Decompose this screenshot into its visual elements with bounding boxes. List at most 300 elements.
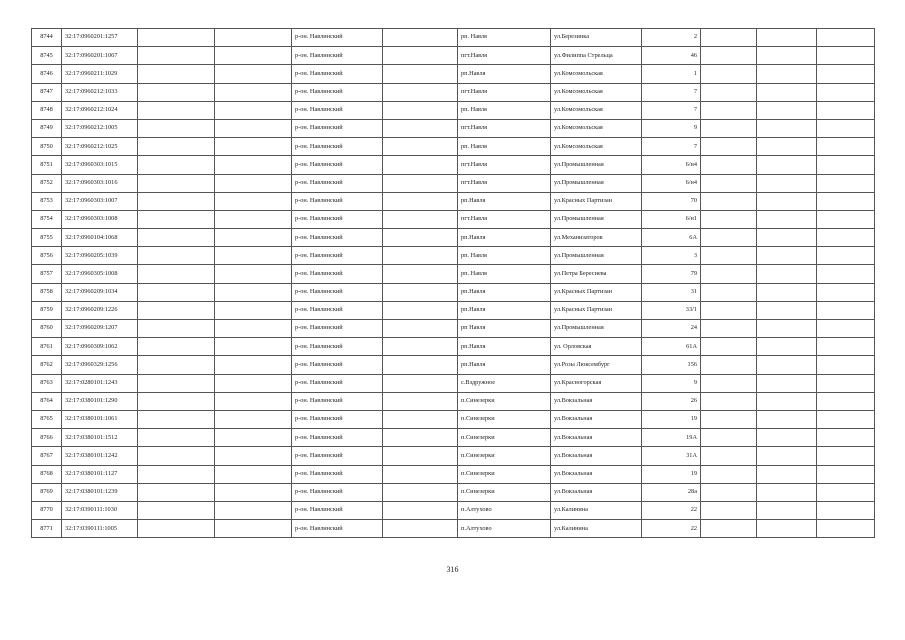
record-number-cell: 8761 — [32, 338, 62, 356]
record-number-cell: 8760 — [32, 320, 62, 338]
empty-cell — [757, 65, 817, 83]
empty-cell — [383, 265, 458, 283]
street-cell: ул.Комсомольская — [551, 101, 642, 119]
table-row — [32, 138, 875, 156]
record-number-cell: 8749 — [32, 119, 62, 137]
empty-cell — [383, 29, 458, 47]
empty-cell — [383, 247, 458, 265]
empty-cell — [383, 83, 458, 101]
street-cell: ул.Вокзальная — [551, 410, 642, 428]
empty-cell — [817, 65, 875, 83]
table-row — [32, 29, 875, 47]
house-number-cell: 7 — [642, 83, 701, 101]
district-cell: р-он. Навлинский — [292, 338, 383, 356]
empty-cell — [757, 301, 817, 319]
record-number-cell: 8763 — [32, 374, 62, 392]
settlement-cell: рп.Навля — [458, 356, 551, 374]
empty-cell — [757, 247, 817, 265]
empty-cell — [817, 229, 875, 247]
empty-cell — [215, 483, 292, 501]
street-cell: ул.Комсомольская — [551, 83, 642, 101]
settlement-cell: пгт.Навля — [458, 156, 551, 174]
empty-cell — [757, 29, 817, 47]
empty-cell — [701, 83, 757, 101]
empty-cell — [817, 283, 875, 301]
district-cell: р-он. Навлинский — [292, 501, 383, 519]
empty-cell — [138, 29, 215, 47]
settlement-cell: пгт.Навля — [458, 83, 551, 101]
record-number-cell: 8752 — [32, 174, 62, 192]
empty-cell — [701, 374, 757, 392]
record-number-cell: 8748 — [32, 101, 62, 119]
empty-cell — [701, 265, 757, 283]
empty-cell — [215, 283, 292, 301]
empty-cell — [383, 119, 458, 137]
settlement-cell: п.Синезерки — [458, 429, 551, 447]
cadastral-number-cell: 32:17:0380101:1239 — [62, 483, 138, 501]
street-cell: ул.Красных Партизан — [551, 301, 642, 319]
settlement-cell: рп. Навля — [458, 29, 551, 47]
street-cell: ул.Промышленная — [551, 156, 642, 174]
empty-cell — [138, 83, 215, 101]
district-cell: р-он. Навлинский — [292, 465, 383, 483]
cadastral-number-cell: 32:17:0960201:1067 — [62, 47, 138, 65]
cadastral-number-cell: 32:17:0960303:1015 — [62, 156, 138, 174]
street-cell: ул.Березинка — [551, 29, 642, 47]
empty-cell — [817, 465, 875, 483]
empty-cell — [817, 101, 875, 119]
district-cell: р-он. Навлинский — [292, 229, 383, 247]
district-cell: р-он. Навлинский — [292, 265, 383, 283]
settlement-cell: рп.Навля — [458, 192, 551, 210]
empty-cell — [757, 83, 817, 101]
cadastral-number-cell: 32:17:0960211:1029 — [62, 65, 138, 83]
empty-cell — [757, 465, 817, 483]
district-cell: р-он. Навлинский — [292, 410, 383, 428]
empty-cell — [817, 392, 875, 410]
empty-cell — [701, 65, 757, 83]
empty-cell — [215, 119, 292, 137]
empty-cell — [757, 356, 817, 374]
district-cell: р-он. Навлинский — [292, 374, 383, 392]
empty-cell — [701, 283, 757, 301]
district-cell: р-он. Навлинский — [292, 119, 383, 137]
empty-cell — [757, 47, 817, 65]
empty-cell — [138, 320, 215, 338]
record-number-cell: 8764 — [32, 392, 62, 410]
table-row — [32, 338, 875, 356]
empty-cell — [138, 447, 215, 465]
empty-cell — [701, 119, 757, 137]
empty-cell — [138, 247, 215, 265]
settlement-cell: п.Синезерки — [458, 447, 551, 465]
settlement-cell: рп.Навля — [458, 301, 551, 319]
empty-cell — [757, 101, 817, 119]
empty-cell — [383, 410, 458, 428]
cadastral-number-cell: 32:17:0380101:1061 — [62, 410, 138, 428]
empty-cell — [817, 210, 875, 228]
empty-cell — [215, 192, 292, 210]
record-number-cell: 8745 — [32, 47, 62, 65]
street-cell: ул.Вокзальная — [551, 392, 642, 410]
house-number-cell: 26 — [642, 392, 701, 410]
empty-cell — [701, 101, 757, 119]
district-cell: р-он. Навлинский — [292, 156, 383, 174]
empty-cell — [138, 429, 215, 447]
settlement-cell: с.Вздружное — [458, 374, 551, 392]
street-cell: ул.Красногорская — [551, 374, 642, 392]
empty-cell — [701, 483, 757, 501]
house-number-cell: 1 — [642, 65, 701, 83]
empty-cell — [757, 501, 817, 519]
house-number-cell: 79 — [642, 265, 701, 283]
empty-cell — [817, 501, 875, 519]
empty-cell — [817, 356, 875, 374]
empty-cell — [383, 465, 458, 483]
cadastral-number-cell: 32:17:0960305:1008 — [62, 265, 138, 283]
empty-cell — [817, 301, 875, 319]
record-number-cell: 8744 — [32, 29, 62, 47]
empty-cell — [138, 465, 215, 483]
street-cell: ул.Промышленная — [551, 174, 642, 192]
house-number-cell: 22 — [642, 501, 701, 519]
empty-cell — [138, 210, 215, 228]
empty-cell — [383, 174, 458, 192]
table-row — [32, 156, 875, 174]
settlement-cell: п.Синезерки — [458, 410, 551, 428]
empty-cell — [215, 65, 292, 83]
empty-cell — [138, 101, 215, 119]
table-row — [32, 429, 875, 447]
street-cell: ул.Вокзальная — [551, 465, 642, 483]
registry-body — [32, 29, 875, 538]
district-cell: р-он. Навлинский — [292, 174, 383, 192]
cadastral-number-cell: 32:17:0960209:1207 — [62, 320, 138, 338]
empty-cell — [701, 410, 757, 428]
empty-cell — [817, 410, 875, 428]
empty-cell — [701, 156, 757, 174]
page-number: 316 — [446, 565, 459, 574]
empty-cell — [817, 29, 875, 47]
empty-cell — [215, 338, 292, 356]
empty-cell — [383, 156, 458, 174]
empty-cell — [215, 465, 292, 483]
empty-cell — [757, 174, 817, 192]
district-cell: р-он. Навлинский — [292, 392, 383, 410]
empty-cell — [138, 410, 215, 428]
empty-cell — [383, 65, 458, 83]
street-cell: ул.Комсомольская — [551, 119, 642, 137]
empty-cell — [215, 301, 292, 319]
empty-cell — [817, 447, 875, 465]
settlement-cell: рп.Навля — [458, 338, 551, 356]
table-row — [32, 374, 875, 392]
cadastral-number-cell: 32:17:0390111:1005 — [62, 520, 138, 538]
settlement-cell: п.Синезерки — [458, 392, 551, 410]
empty-cell — [138, 65, 215, 83]
record-number-cell: 8759 — [32, 301, 62, 319]
empty-cell — [383, 447, 458, 465]
district-cell: р-он. Навлинский — [292, 47, 383, 65]
empty-cell — [138, 356, 215, 374]
empty-cell — [215, 156, 292, 174]
empty-cell — [383, 356, 458, 374]
empty-cell — [701, 174, 757, 192]
street-cell: ул.Калинина — [551, 520, 642, 538]
empty-cell — [138, 392, 215, 410]
settlement-cell: рп.Навля — [458, 65, 551, 83]
table-row — [32, 392, 875, 410]
empty-cell — [138, 138, 215, 156]
empty-cell — [817, 265, 875, 283]
empty-cell — [215, 174, 292, 192]
table-row — [32, 356, 875, 374]
street-cell: ул.Красных Партизан — [551, 283, 642, 301]
empty-cell — [383, 501, 458, 519]
empty-cell — [817, 374, 875, 392]
cadastral-number-cell: 32:17:0380101:1290 — [62, 392, 138, 410]
empty-cell — [215, 247, 292, 265]
empty-cell — [757, 410, 817, 428]
empty-cell — [138, 283, 215, 301]
district-cell: р-он. Навлинский — [292, 83, 383, 101]
empty-cell — [757, 210, 817, 228]
table-row — [32, 210, 875, 228]
empty-cell — [383, 192, 458, 210]
street-cell: ул.Механизаторов — [551, 229, 642, 247]
record-number-cell: 8758 — [32, 283, 62, 301]
empty-cell — [757, 283, 817, 301]
empty-cell — [757, 265, 817, 283]
settlement-cell: п.Синезерки — [458, 465, 551, 483]
empty-cell — [383, 338, 458, 356]
settlement-cell: пгт.Навля — [458, 210, 551, 228]
empty-cell — [215, 410, 292, 428]
settlement-cell: п.Синезерки — [458, 483, 551, 501]
house-number-cell: 31А — [642, 447, 701, 465]
empty-cell — [817, 483, 875, 501]
record-number-cell: 8750 — [32, 138, 62, 156]
empty-cell — [215, 229, 292, 247]
empty-cell — [383, 101, 458, 119]
cadastral-number-cell: 32:17:0960209:1226 — [62, 301, 138, 319]
house-number-cell: 6А — [642, 229, 701, 247]
house-number-cell: 2 — [642, 29, 701, 47]
district-cell: р-он. Навлинский — [292, 65, 383, 83]
settlement-cell: п.Алтухово — [458, 520, 551, 538]
empty-cell — [383, 229, 458, 247]
table-row — [32, 247, 875, 265]
empty-cell — [757, 520, 817, 538]
street-cell: ул.Красных Партизан — [551, 192, 642, 210]
table-row — [32, 119, 875, 137]
district-cell: р-он. Навлинский — [292, 192, 383, 210]
house-number-cell: 28а — [642, 483, 701, 501]
cadastral-number-cell: 32:17:0960104:1068 — [62, 229, 138, 247]
table-row — [32, 520, 875, 538]
empty-cell — [817, 156, 875, 174]
empty-cell — [757, 119, 817, 137]
empty-cell — [701, 47, 757, 65]
house-number-cell: 7 — [642, 101, 701, 119]
settlement-cell: рп. Навля — [458, 101, 551, 119]
empty-cell — [701, 247, 757, 265]
empty-cell — [383, 374, 458, 392]
empty-cell — [383, 138, 458, 156]
empty-cell — [215, 392, 292, 410]
empty-cell — [817, 174, 875, 192]
cadastral-number-cell: 32:17:0390111:1030 — [62, 501, 138, 519]
empty-cell — [817, 429, 875, 447]
empty-cell — [383, 210, 458, 228]
record-number-cell: 8771 — [32, 520, 62, 538]
settlement-cell: рп. Навля — [458, 138, 551, 156]
district-cell: р-он. Навлинский — [292, 320, 383, 338]
empty-cell — [215, 138, 292, 156]
house-number-cell: 46 — [642, 47, 701, 65]
empty-cell — [215, 374, 292, 392]
empty-cell — [138, 483, 215, 501]
empty-cell — [138, 192, 215, 210]
cadastral-number-cell: 32:17:0960212:1033 — [62, 83, 138, 101]
cadastral-number-cell: 32:17:0960303:1008 — [62, 210, 138, 228]
settlement-cell: рп Навля — [458, 320, 551, 338]
empty-cell — [817, 520, 875, 538]
empty-cell — [757, 192, 817, 210]
empty-cell — [215, 47, 292, 65]
record-number-cell: 8754 — [32, 210, 62, 228]
house-number-cell: 19А — [642, 429, 701, 447]
cadastral-number-cell: 32:17:0960212:1025 — [62, 138, 138, 156]
empty-cell — [138, 174, 215, 192]
district-cell: р-он. Навлинский — [292, 29, 383, 47]
empty-cell — [701, 447, 757, 465]
house-number-cell: 6/н1 — [642, 210, 701, 228]
empty-cell — [138, 501, 215, 519]
table-row — [32, 465, 875, 483]
empty-cell — [701, 429, 757, 447]
empty-cell — [701, 465, 757, 483]
record-number-cell: 8755 — [32, 229, 62, 247]
district-cell: р-он. Навлинский — [292, 429, 383, 447]
table-row — [32, 447, 875, 465]
empty-cell — [138, 374, 215, 392]
empty-cell — [138, 265, 215, 283]
empty-cell — [215, 429, 292, 447]
record-number-cell: 8753 — [32, 192, 62, 210]
district-cell: р-он. Навлинский — [292, 101, 383, 119]
cadastral-number-cell: 32:17:0960303:1016 — [62, 174, 138, 192]
empty-cell — [138, 47, 215, 65]
street-cell: ул.Вокзальная — [551, 429, 642, 447]
empty-cell — [817, 83, 875, 101]
settlement-cell: рп.Навля — [458, 283, 551, 301]
house-number-cell: 22 — [642, 520, 701, 538]
empty-cell — [138, 119, 215, 137]
table-row — [32, 192, 875, 210]
table-row — [32, 174, 875, 192]
empty-cell — [383, 283, 458, 301]
empty-cell — [215, 320, 292, 338]
cadastral-number-cell: 32:17:0960212:1005 — [62, 119, 138, 137]
district-cell: р-он. Навлинский — [292, 520, 383, 538]
table-row — [32, 320, 875, 338]
house-number-cell: 3 — [642, 247, 701, 265]
empty-cell — [215, 520, 292, 538]
empty-cell — [383, 320, 458, 338]
empty-cell — [215, 210, 292, 228]
empty-cell — [701, 320, 757, 338]
empty-cell — [817, 47, 875, 65]
empty-cell — [215, 101, 292, 119]
cadastral-number-cell: 32:17:0380101:1512 — [62, 429, 138, 447]
district-cell: р-он. Навлинский — [292, 247, 383, 265]
house-number-cell: 61А — [642, 338, 701, 356]
district-cell: р-он. Навлинский — [292, 283, 383, 301]
record-number-cell: 8769 — [32, 483, 62, 501]
empty-cell — [215, 501, 292, 519]
empty-cell — [138, 156, 215, 174]
empty-cell — [817, 247, 875, 265]
house-number-cell: 24 — [642, 320, 701, 338]
empty-cell — [701, 338, 757, 356]
table-row — [32, 410, 875, 428]
empty-cell — [701, 192, 757, 210]
record-number-cell: 8756 — [32, 247, 62, 265]
table-row — [32, 483, 875, 501]
registry-table — [31, 28, 875, 538]
record-number-cell: 8768 — [32, 465, 62, 483]
street-cell: ул.Вокзальная — [551, 483, 642, 501]
district-cell: р-он. Навлинский — [292, 447, 383, 465]
empty-cell — [817, 138, 875, 156]
empty-cell — [757, 392, 817, 410]
empty-cell — [215, 447, 292, 465]
record-number-cell: 8770 — [32, 501, 62, 519]
cadastral-number-cell: 32:17:0960212:1024 — [62, 101, 138, 119]
house-number-cell: 19 — [642, 465, 701, 483]
empty-cell — [701, 210, 757, 228]
empty-cell — [701, 29, 757, 47]
street-cell: ул. Орловская — [551, 338, 642, 356]
empty-cell — [701, 501, 757, 519]
empty-cell — [701, 138, 757, 156]
empty-cell — [817, 192, 875, 210]
empty-cell — [757, 483, 817, 501]
street-cell: ул.Промышленная — [551, 320, 642, 338]
record-number-cell: 8751 — [32, 156, 62, 174]
table-row — [32, 229, 875, 247]
settlement-cell: п.Алтухово — [458, 501, 551, 519]
empty-cell — [383, 520, 458, 538]
table-row — [32, 47, 875, 65]
house-number-cell: 19 — [642, 410, 701, 428]
empty-cell — [701, 356, 757, 374]
empty-cell — [215, 265, 292, 283]
empty-cell — [383, 301, 458, 319]
house-number-cell: 6/н4 — [642, 174, 701, 192]
cadastral-number-cell: 32:17:0960309:1062 — [62, 338, 138, 356]
house-number-cell: 7 — [642, 138, 701, 156]
empty-cell — [383, 429, 458, 447]
street-cell: ул.Промышленная — [551, 247, 642, 265]
district-cell: р-он. Навлинский — [292, 301, 383, 319]
cadastral-number-cell: 32:17:0960209:1034 — [62, 283, 138, 301]
empty-cell — [757, 374, 817, 392]
cadastral-number-cell: 32:17:0280101:1243 — [62, 374, 138, 392]
empty-cell — [757, 320, 817, 338]
record-number-cell: 8747 — [32, 83, 62, 101]
